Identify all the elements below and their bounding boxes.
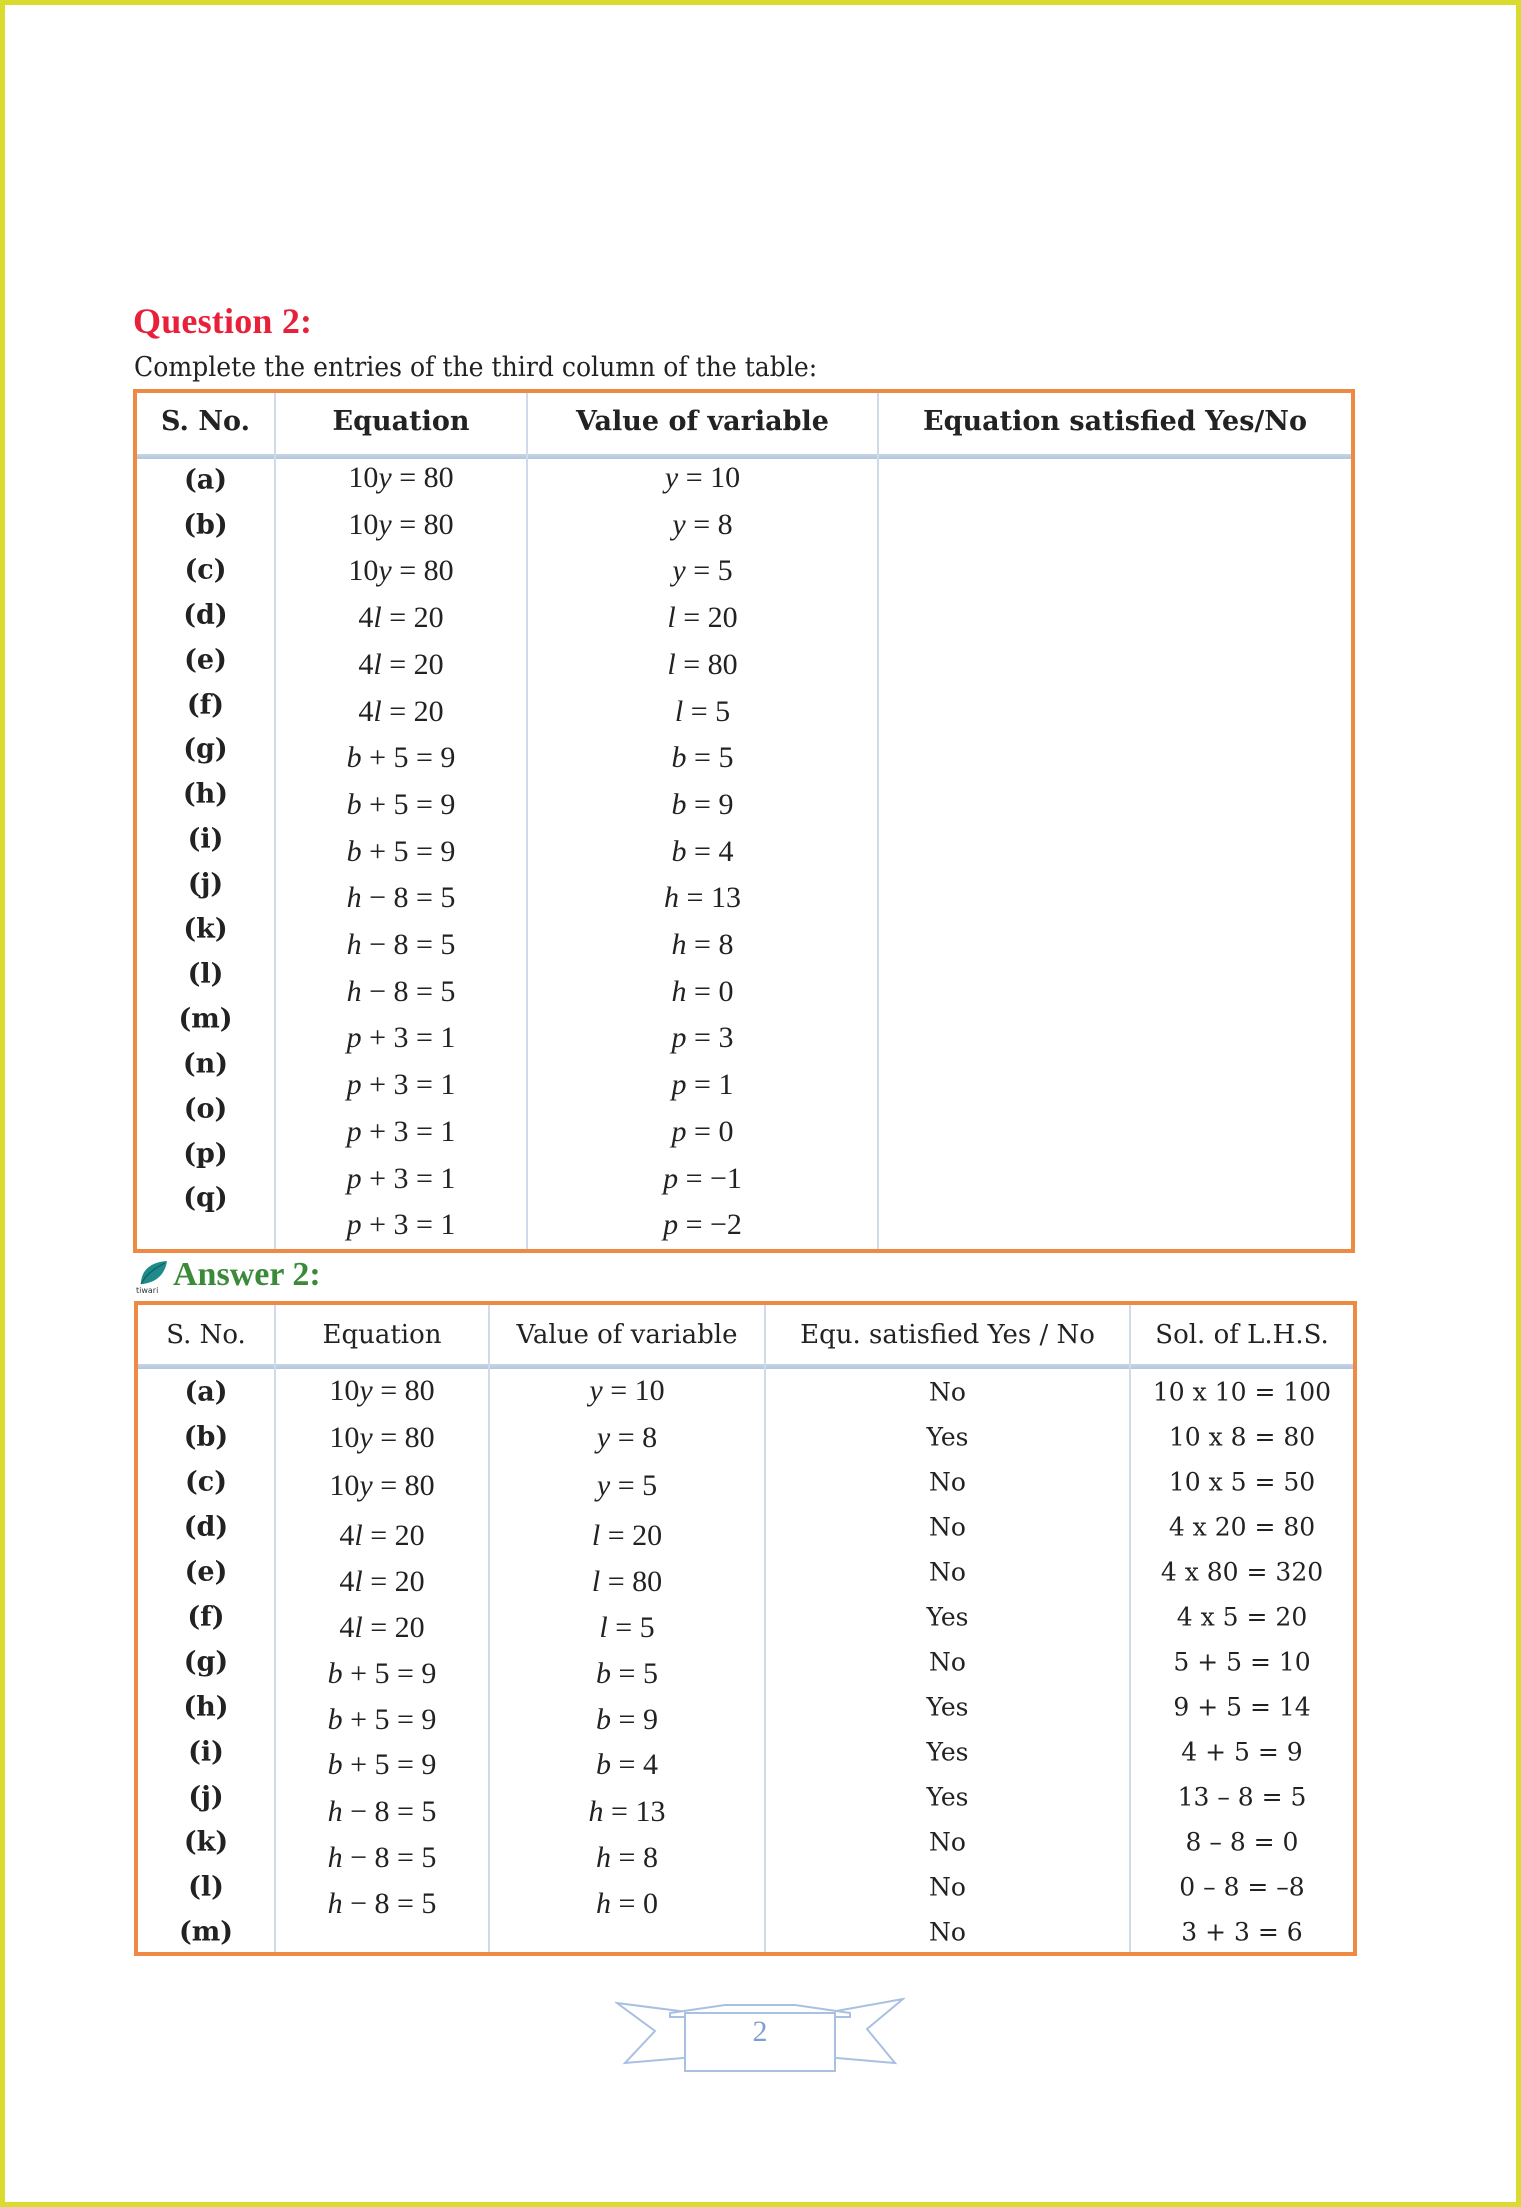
row-equation: p + 3 = 1 xyxy=(346,1021,456,1055)
row-sno: (g) xyxy=(183,733,228,765)
row-lhs: 4 + 5 = 9 xyxy=(1181,1737,1303,1767)
row-satisfied: No xyxy=(929,1377,966,1407)
row-value: y = 8 xyxy=(672,507,733,541)
row-equation: 4l = 20 xyxy=(358,694,444,728)
row-value: h = 0 xyxy=(596,1887,658,1920)
row-sno: (m) xyxy=(178,1916,234,1948)
row-value: l = 20 xyxy=(591,1519,663,1552)
row-value: b = 9 xyxy=(596,1703,658,1736)
row-equation: b + 5 = 9 xyxy=(346,834,456,868)
header-lhs: Sol. of L.H.S. xyxy=(1155,1320,1329,1350)
row-equation: b + 5 = 9 xyxy=(327,1748,437,1781)
header-sno: S. No. xyxy=(166,1320,246,1350)
row-satisfied: Yes xyxy=(926,1602,969,1632)
row-equation: 4l = 20 xyxy=(358,647,444,681)
row-value: b = 4 xyxy=(671,834,734,868)
header-equation: Equation xyxy=(332,405,470,437)
row-satisfied: Yes xyxy=(926,1422,969,1452)
row-lhs: 0 – 8 = –8 xyxy=(1179,1872,1305,1902)
row-value: b = 9 xyxy=(671,787,734,821)
row-value: y = 10 xyxy=(664,461,741,494)
row-equation: h − 8 = 5 xyxy=(327,1887,437,1920)
row-lhs: 4 x 80 = 320 xyxy=(1160,1557,1324,1587)
header-satisfied: Equ. satisfied Yes / No xyxy=(800,1320,1095,1350)
row-equation: b + 5 = 9 xyxy=(346,787,456,821)
row-satisfied: No xyxy=(929,1827,966,1857)
row-lhs: 3 + 3 = 6 xyxy=(1181,1917,1303,1947)
row-value: y = 10 xyxy=(589,1374,665,1407)
row-equation: p + 3 = 1 xyxy=(346,1114,456,1148)
row-sno: (h) xyxy=(183,1691,229,1723)
row-sno: (a) xyxy=(183,464,228,496)
row-lhs: 13 – 8 = 5 xyxy=(1177,1782,1307,1812)
row-sno: (o) xyxy=(183,1093,228,1125)
row-sno: (m) xyxy=(178,1003,233,1035)
row-sno: (k) xyxy=(183,913,228,945)
row-equation: 10y = 80 xyxy=(348,461,454,494)
row-equation: 4l = 20 xyxy=(339,1519,425,1552)
row-sno: (f) xyxy=(187,1601,225,1633)
row-sno: (e) xyxy=(184,1556,228,1588)
page-number: 2 xyxy=(752,2015,768,2048)
row-value: l = 5 xyxy=(599,1611,655,1644)
row-equation: 4l = 20 xyxy=(339,1565,425,1598)
question-text: Complete the entries of the third column of the table: xyxy=(134,352,818,383)
answer-table xyxy=(134,1301,1357,1956)
row-value: l = 20 xyxy=(667,601,738,635)
row-sno: (q) xyxy=(183,1182,228,1214)
row-satisfied: No xyxy=(929,1512,966,1542)
row-value: h = 0 xyxy=(671,974,734,1008)
column-divider xyxy=(877,393,879,1249)
row-satisfied: No xyxy=(929,1467,966,1497)
row-lhs: 5 + 5 = 10 xyxy=(1173,1647,1311,1677)
header-value: Value of variable xyxy=(576,405,829,437)
row-equation: p + 3 = 1 xyxy=(346,1068,456,1102)
row-satisfied: No xyxy=(929,1917,966,1947)
row-satisfied: Yes xyxy=(926,1737,969,1767)
row-equation: 10y = 80 xyxy=(329,1374,435,1407)
row-equation: 10y = 80 xyxy=(348,507,454,541)
row-sno: (p) xyxy=(183,1138,228,1169)
header-value: Value of variable xyxy=(516,1320,738,1350)
row-lhs: 4 x 5 = 20 xyxy=(1176,1602,1308,1632)
row-lhs: 10 x 10 = 100 xyxy=(1152,1377,1332,1407)
row-lhs: 4 x 20 = 80 xyxy=(1168,1512,1316,1542)
header-satisfied: Equation satisfied Yes/No xyxy=(923,405,1307,437)
answer-title: Answer 2: xyxy=(173,1256,321,1293)
row-value: h = 13 xyxy=(664,881,741,915)
row-value: p = 3 xyxy=(671,1021,734,1055)
row-sno: (f) xyxy=(186,689,225,720)
row-sno: (n) xyxy=(182,1048,229,1080)
tiwari-leaf-logo-icon xyxy=(135,1258,169,1294)
row-sno: (b) xyxy=(183,509,228,541)
row-value: y = 8 xyxy=(596,1421,658,1454)
row-equation: h − 8 = 5 xyxy=(346,928,456,961)
row-lhs: 9 + 5 = 14 xyxy=(1173,1692,1311,1722)
header-separator xyxy=(138,1364,1353,1369)
row-value: y = 5 xyxy=(596,1469,658,1502)
question-table xyxy=(133,389,1355,1253)
row-equation: h − 8 = 5 xyxy=(327,1795,437,1828)
row-sno: (d) xyxy=(183,1511,229,1543)
question-title: Question 2: xyxy=(133,301,313,341)
row-equation: 4l = 20 xyxy=(358,601,444,635)
row-satisfied: No xyxy=(929,1872,966,1902)
row-equation: p + 3 = 1 xyxy=(346,1208,456,1242)
row-equation: b + 5 = 9 xyxy=(346,741,456,775)
row-lhs: 10 x 8 = 80 xyxy=(1168,1422,1316,1452)
row-sno: (h) xyxy=(182,778,229,810)
row-equation: p + 3 = 1 xyxy=(346,1161,456,1195)
header-separator xyxy=(137,454,1351,459)
header-equation: Equation xyxy=(322,1320,442,1350)
row-value: b = 4 xyxy=(596,1748,658,1781)
row-value: p = −2 xyxy=(663,1208,742,1242)
row-sno: (j) xyxy=(188,1781,224,1813)
row-equation: b + 5 = 9 xyxy=(327,1703,437,1736)
row-value: l = 80 xyxy=(591,1565,663,1598)
row-sno: (g) xyxy=(183,1646,229,1678)
row-sno: (i) xyxy=(188,1736,224,1768)
row-value: y = 5 xyxy=(672,554,733,588)
row-lhs: 8 – 8 = 0 xyxy=(1185,1827,1299,1857)
svg-text:tiwari: tiwari xyxy=(136,1286,159,1294)
row-value: h = 8 xyxy=(596,1841,658,1874)
row-sno: (b) xyxy=(183,1421,229,1453)
row-equation: 10y = 80 xyxy=(329,1469,435,1502)
row-value: h = 13 xyxy=(588,1795,666,1828)
header-sno: S. No. xyxy=(161,405,250,437)
row-equation: h − 8 = 5 xyxy=(346,974,456,1008)
row-value: b = 5 xyxy=(671,741,734,775)
row-value: p = 0 xyxy=(671,1114,734,1148)
row-value: l = 5 xyxy=(674,694,731,728)
row-lhs: 10 x 5 = 50 xyxy=(1168,1467,1316,1497)
row-satisfied: No xyxy=(929,1557,966,1587)
row-sno: (c) xyxy=(184,554,227,586)
row-equation: h − 8 = 5 xyxy=(346,881,456,915)
row-satisfied: Yes xyxy=(926,1782,969,1812)
row-equation: 4l = 20 xyxy=(339,1611,425,1644)
row-sno: (e) xyxy=(184,644,227,676)
row-equation: h − 8 = 5 xyxy=(327,1841,437,1874)
answer-heading xyxy=(135,1256,321,1294)
page-number-ribbon xyxy=(615,1985,905,2075)
row-satisfied: Yes xyxy=(926,1692,969,1722)
row-value: l = 80 xyxy=(667,647,738,681)
row-value: b = 5 xyxy=(596,1657,658,1690)
row-value: p = −1 xyxy=(663,1161,742,1195)
row-sno: (l) xyxy=(187,958,224,990)
row-equation: 10y = 80 xyxy=(329,1421,435,1454)
row-sno: (i) xyxy=(187,823,224,855)
row-sno: (j) xyxy=(187,868,224,900)
row-sno: (l) xyxy=(188,1871,224,1903)
row-sno: (d) xyxy=(183,599,228,631)
row-value: h = 8 xyxy=(671,928,734,961)
row-sno: (c) xyxy=(185,1466,227,1498)
row-equation: 10y = 80 xyxy=(348,554,454,588)
row-equation: b + 5 = 9 xyxy=(327,1657,437,1690)
row-value: p = 1 xyxy=(671,1068,734,1102)
row-sno: (a) xyxy=(184,1376,228,1408)
row-sno: (k) xyxy=(183,1826,229,1858)
row-satisfied: No xyxy=(929,1647,966,1677)
